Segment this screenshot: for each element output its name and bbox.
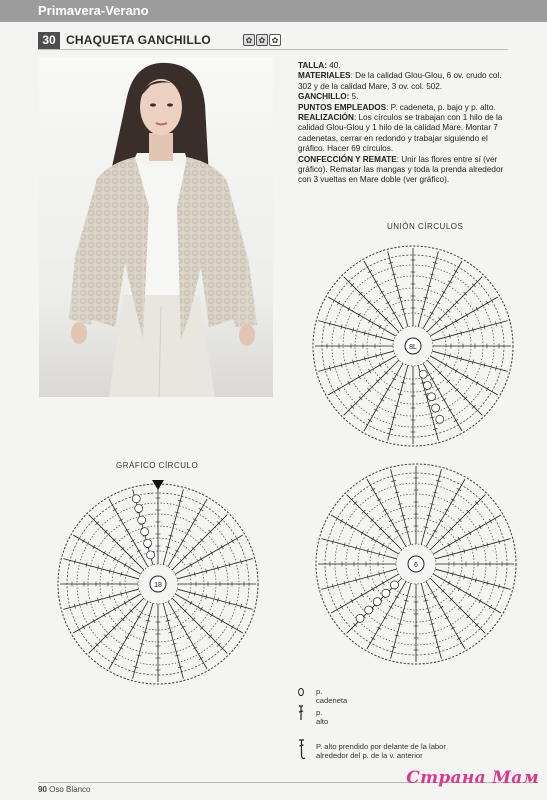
- treble-spoke: [175, 535, 243, 574]
- stitch-tick: [451, 627, 455, 629]
- stitch-tick: [131, 626, 135, 628]
- stitch-tick: [193, 519, 197, 521]
- round-marker: [428, 393, 436, 401]
- stitch-tick: [200, 557, 202, 561]
- stitch-tick: [119, 519, 123, 521]
- stitch-tick: [386, 301, 390, 303]
- grafico-label: GRÁFICO CÍRCULO: [116, 461, 199, 470]
- stitch-tick: [82, 625, 84, 629]
- brand-name: Oso Blanco: [49, 785, 91, 794]
- model-photo: [39, 57, 273, 397]
- stitch-tick: [458, 587, 460, 591]
- stitch-tick: [175, 616, 179, 618]
- stitch-tick: [82, 539, 84, 543]
- treble-spoke: [321, 539, 396, 559]
- puntos-value: : P. cadeneta, p. bajo y p. alto.: [386, 102, 496, 112]
- stitch-tick: [361, 531, 363, 535]
- puntos-label: PUNTOS EMPLEADOS: [298, 102, 387, 112]
- stitch-tick: [137, 550, 141, 552]
- round-marker: [138, 516, 146, 524]
- stitch-tick: [371, 637, 375, 639]
- stitch-tick: [125, 636, 129, 638]
- difficulty-icon-3: ✿: [269, 34, 281, 46]
- stitch-tick: [476, 307, 478, 311]
- puntos-line: [298, 103, 510, 113]
- pattern-instructions: [298, 61, 510, 186]
- stitch-tick: [113, 607, 115, 611]
- stitch-tick: [379, 325, 381, 329]
- materiales-value: : De la calidad Glou-Glou, 6 ov. crudo col. 302 y de la calidad Mare, 3 ov. col. 502.: [298, 71, 502, 91]
- treble-spoke: [391, 583, 411, 658]
- stitch-tick: [210, 613, 212, 617]
- treble-spoke: [391, 469, 411, 544]
- stitch-tick: [455, 369, 457, 373]
- stitch-tick: [190, 563, 192, 567]
- difficulty-icon-2: ✿: [256, 34, 268, 46]
- stitch-tick: [395, 530, 399, 532]
- stitch-tick: [465, 375, 467, 379]
- stitch-tick: [479, 525, 481, 529]
- stitch-tick: [231, 539, 233, 543]
- stitch-tick: [458, 537, 460, 541]
- treble-spoke: [435, 569, 510, 589]
- stitch-tick: [371, 587, 373, 591]
- top-bar: [0, 0, 547, 22]
- stitch-tick: [175, 550, 179, 552]
- stitch-tick: [137, 616, 141, 618]
- treble-spoke: [344, 360, 399, 415]
- treble-spoke: [418, 251, 438, 326]
- treble-spoke: [435, 539, 510, 559]
- stitch-tick: [430, 312, 434, 314]
- stitch-tick: [448, 581, 450, 585]
- stitch-tick: [125, 529, 129, 531]
- stitch-tick: [93, 545, 95, 549]
- stitch-tick: [377, 499, 381, 501]
- materiales-line: [298, 71, 510, 92]
- stitch-tick: [361, 593, 363, 597]
- round-marker: [423, 381, 431, 389]
- stitch-tick: [386, 388, 390, 390]
- legend-text-front-post: P. alto prendido por delante de la labor alrededor del p. de la v. anterior: [316, 742, 446, 761]
- treble-spoke: [163, 603, 183, 678]
- stitch-tick: [468, 531, 470, 535]
- stitch-tick: [468, 593, 470, 597]
- stitch-tick: [451, 499, 455, 501]
- pattern-title: CHAQUETA GANCHILLO: [66, 33, 211, 47]
- stitch-tick: [448, 543, 450, 547]
- stitch-tick: [358, 375, 360, 379]
- union-circle-top: [310, 238, 516, 452]
- round-marker: [365, 606, 373, 614]
- stitch-tick: [383, 509, 387, 511]
- treble-spoke: [177, 559, 252, 579]
- stitch-tick: [221, 545, 223, 549]
- treble-spoke: [421, 469, 441, 544]
- stitch-tick: [351, 525, 353, 529]
- stitch-tick: [448, 281, 452, 283]
- stitch-tick: [382, 543, 384, 547]
- union-label: UNIÓN CÍRCULOS: [387, 222, 464, 231]
- ganchillo-value: 5.: [349, 92, 359, 102]
- site-watermark: Страна Мам: [406, 768, 539, 788]
- stitch-tick: [113, 657, 117, 659]
- chain-icon: [296, 687, 306, 697]
- stitch-tick: [337, 301, 339, 305]
- stitch-tick: [436, 388, 440, 390]
- stitch-tick: [439, 519, 443, 521]
- legend-text-treble: p. alto: [316, 708, 329, 726]
- stitch-tick: [124, 601, 126, 605]
- stitch-tick: [433, 596, 437, 598]
- stitch-tick: [199, 508, 203, 510]
- confeccion-line: [298, 155, 510, 186]
- stitch-tick: [181, 626, 185, 628]
- round-marker: [436, 415, 444, 423]
- stitch-tick: [340, 605, 342, 609]
- stitch-tick: [442, 398, 446, 400]
- center-number: 8L: [409, 344, 417, 351]
- round-marker: [356, 614, 364, 622]
- stitch-tick: [93, 619, 95, 623]
- stitch-tick: [442, 291, 446, 293]
- ganchillo-label: GANCHILLO:: [298, 92, 350, 102]
- stitch-tick: [124, 563, 126, 567]
- stitch-tick: [489, 519, 491, 523]
- stitch-tick: [395, 596, 399, 598]
- stitch-tick: [231, 625, 233, 629]
- confeccion-label: CONFECCIÓN Y REMATE: [298, 154, 397, 164]
- ganchillo-line: [298, 92, 510, 102]
- page-number: 90: [38, 785, 47, 794]
- stitch-tick: [476, 381, 478, 385]
- treble-spoke: [172, 515, 227, 570]
- stitch-tick: [113, 557, 115, 561]
- pattern-header: [38, 32, 508, 50]
- round-marker: [147, 551, 155, 559]
- stitch-tick: [445, 616, 449, 618]
- stitch-tick: [340, 519, 342, 523]
- stitch-tick: [351, 599, 353, 603]
- stitch-tick: [103, 613, 105, 617]
- stitch-tick: [103, 551, 105, 555]
- round-marker: [382, 589, 390, 597]
- stitch-tick: [368, 369, 370, 373]
- treble-spoke: [175, 594, 243, 633]
- difficulty-icon-1: ✿: [243, 34, 255, 46]
- round-marker: [135, 504, 143, 512]
- stitch-tick: [221, 619, 223, 623]
- round-marker: [132, 495, 140, 503]
- stitch-tick: [379, 363, 381, 367]
- stitch-tick: [465, 313, 467, 317]
- stitch-tick: [187, 529, 191, 531]
- treble-spoke: [388, 365, 408, 440]
- stitch-tick: [457, 488, 461, 490]
- round-marker: [141, 528, 149, 536]
- stitch-tick: [374, 281, 378, 283]
- stitch-tick: [187, 636, 191, 638]
- page-footer: [38, 785, 91, 794]
- stitch-tick: [486, 301, 488, 305]
- stitch-tick: [119, 647, 123, 649]
- treble-spoke: [421, 583, 441, 658]
- treble-spoke: [318, 321, 393, 341]
- materiales-label: MATERIALES: [298, 71, 351, 81]
- treble-spoke: [430, 495, 485, 550]
- treble-spoke: [172, 598, 227, 653]
- stitch-tick: [430, 378, 434, 380]
- stitch-tick: [377, 627, 381, 629]
- difficulty-icons: [243, 34, 281, 46]
- union-circle-bottom: [312, 458, 520, 672]
- realizacion-label: REALIZACIÓN: [298, 113, 354, 123]
- stitch-tick: [445, 363, 447, 367]
- treble-spoke: [73, 594, 141, 633]
- stitch-tick: [348, 307, 350, 311]
- talla-line: [298, 61, 510, 71]
- stitch-tick: [368, 419, 372, 421]
- stitch-tick: [200, 607, 202, 611]
- stitch-tick: [368, 319, 370, 323]
- stitch-tick: [371, 537, 373, 541]
- stitch-tick: [389, 606, 393, 608]
- center-number: 18: [154, 582, 162, 589]
- stitch-tick: [445, 509, 449, 511]
- treble-spoke: [427, 277, 482, 332]
- stitch-tick: [489, 605, 491, 609]
- treble-spoke: [89, 598, 144, 653]
- treble-spoke: [430, 578, 485, 633]
- stitch-tick: [371, 488, 375, 490]
- stitch-tick: [380, 291, 384, 293]
- stitch-tick: [389, 519, 393, 521]
- stitch-tick: [358, 313, 360, 317]
- stitch-tick: [457, 637, 461, 639]
- realizacion-line: [298, 113, 510, 155]
- stitch-tick: [131, 539, 135, 541]
- stitch-tick: [383, 616, 387, 618]
- start-arrow-icon: [152, 480, 164, 490]
- stitch-tick: [454, 270, 458, 272]
- treble-spoke: [432, 321, 507, 341]
- stitch-tick: [436, 301, 440, 303]
- stitch-tick: [439, 606, 443, 608]
- stitch-tick: [113, 508, 117, 510]
- stitch-tick: [380, 398, 384, 400]
- pattern-number: 30: [38, 32, 60, 49]
- round-marker: [419, 370, 427, 378]
- treble-spoke: [388, 251, 408, 326]
- front-post-icon: [296, 738, 308, 762]
- round-marker: [390, 581, 398, 589]
- treble-spoke: [177, 589, 252, 609]
- stitch-tick: [455, 319, 457, 323]
- stitch-tick: [486, 387, 488, 391]
- center-number: 6: [414, 562, 418, 569]
- stitch-tick: [392, 312, 396, 314]
- stitch-tick: [448, 409, 452, 411]
- treble-spoke: [133, 603, 153, 678]
- treble-icon: [296, 704, 306, 722]
- confeccion-value: : Unir las flores entre sí (ver gráfico). Rematar las mangas y toda la prenda alrededor con 3 vueltas en Mare doble (ver gráfico).: [298, 154, 504, 185]
- stitch-tick: [382, 581, 384, 585]
- section-name: Primavera-Verano: [38, 3, 149, 18]
- legend-text-chain: p. cadeneta: [316, 687, 348, 705]
- stitch-tick: [181, 539, 185, 541]
- treble-spoke: [163, 489, 183, 564]
- round-marker: [373, 598, 381, 606]
- stitch-tick: [190, 601, 192, 605]
- stitch-tick: [445, 325, 447, 329]
- stitch-tick: [368, 270, 372, 272]
- round-marker: [432, 404, 440, 412]
- treble-spoke: [73, 535, 141, 574]
- talla-value: 40.: [326, 61, 341, 70]
- stitch-tick: [337, 387, 339, 391]
- model-illustration: [39, 57, 273, 397]
- stitch-tick: [374, 409, 378, 411]
- stitch-tick: [454, 419, 458, 421]
- stitch-tick: [193, 647, 197, 649]
- stitch-tick: [199, 657, 203, 659]
- stitch-tick: [210, 551, 212, 555]
- stitch-tick: [433, 530, 437, 532]
- round-marker: [144, 539, 152, 547]
- stitch-tick: [479, 599, 481, 603]
- stitch-tick: [348, 381, 350, 385]
- grafico-circle: [54, 478, 264, 690]
- stitch-tick: [392, 378, 396, 380]
- realizacion-value: : Los círculos se trabajan con 1 hilo de la calidad Glou-Glou y 1 hilo de la calidad Mare. Montar 7 cadenetas, cerrar en redondo y trabajar siguiendo el gráfico. Hacer 69 círculos.: [298, 113, 503, 154]
- treble-spoke: [432, 351, 507, 371]
- treble-spoke: [318, 351, 393, 371]
- talla-label: TALLA:: [298, 61, 327, 70]
